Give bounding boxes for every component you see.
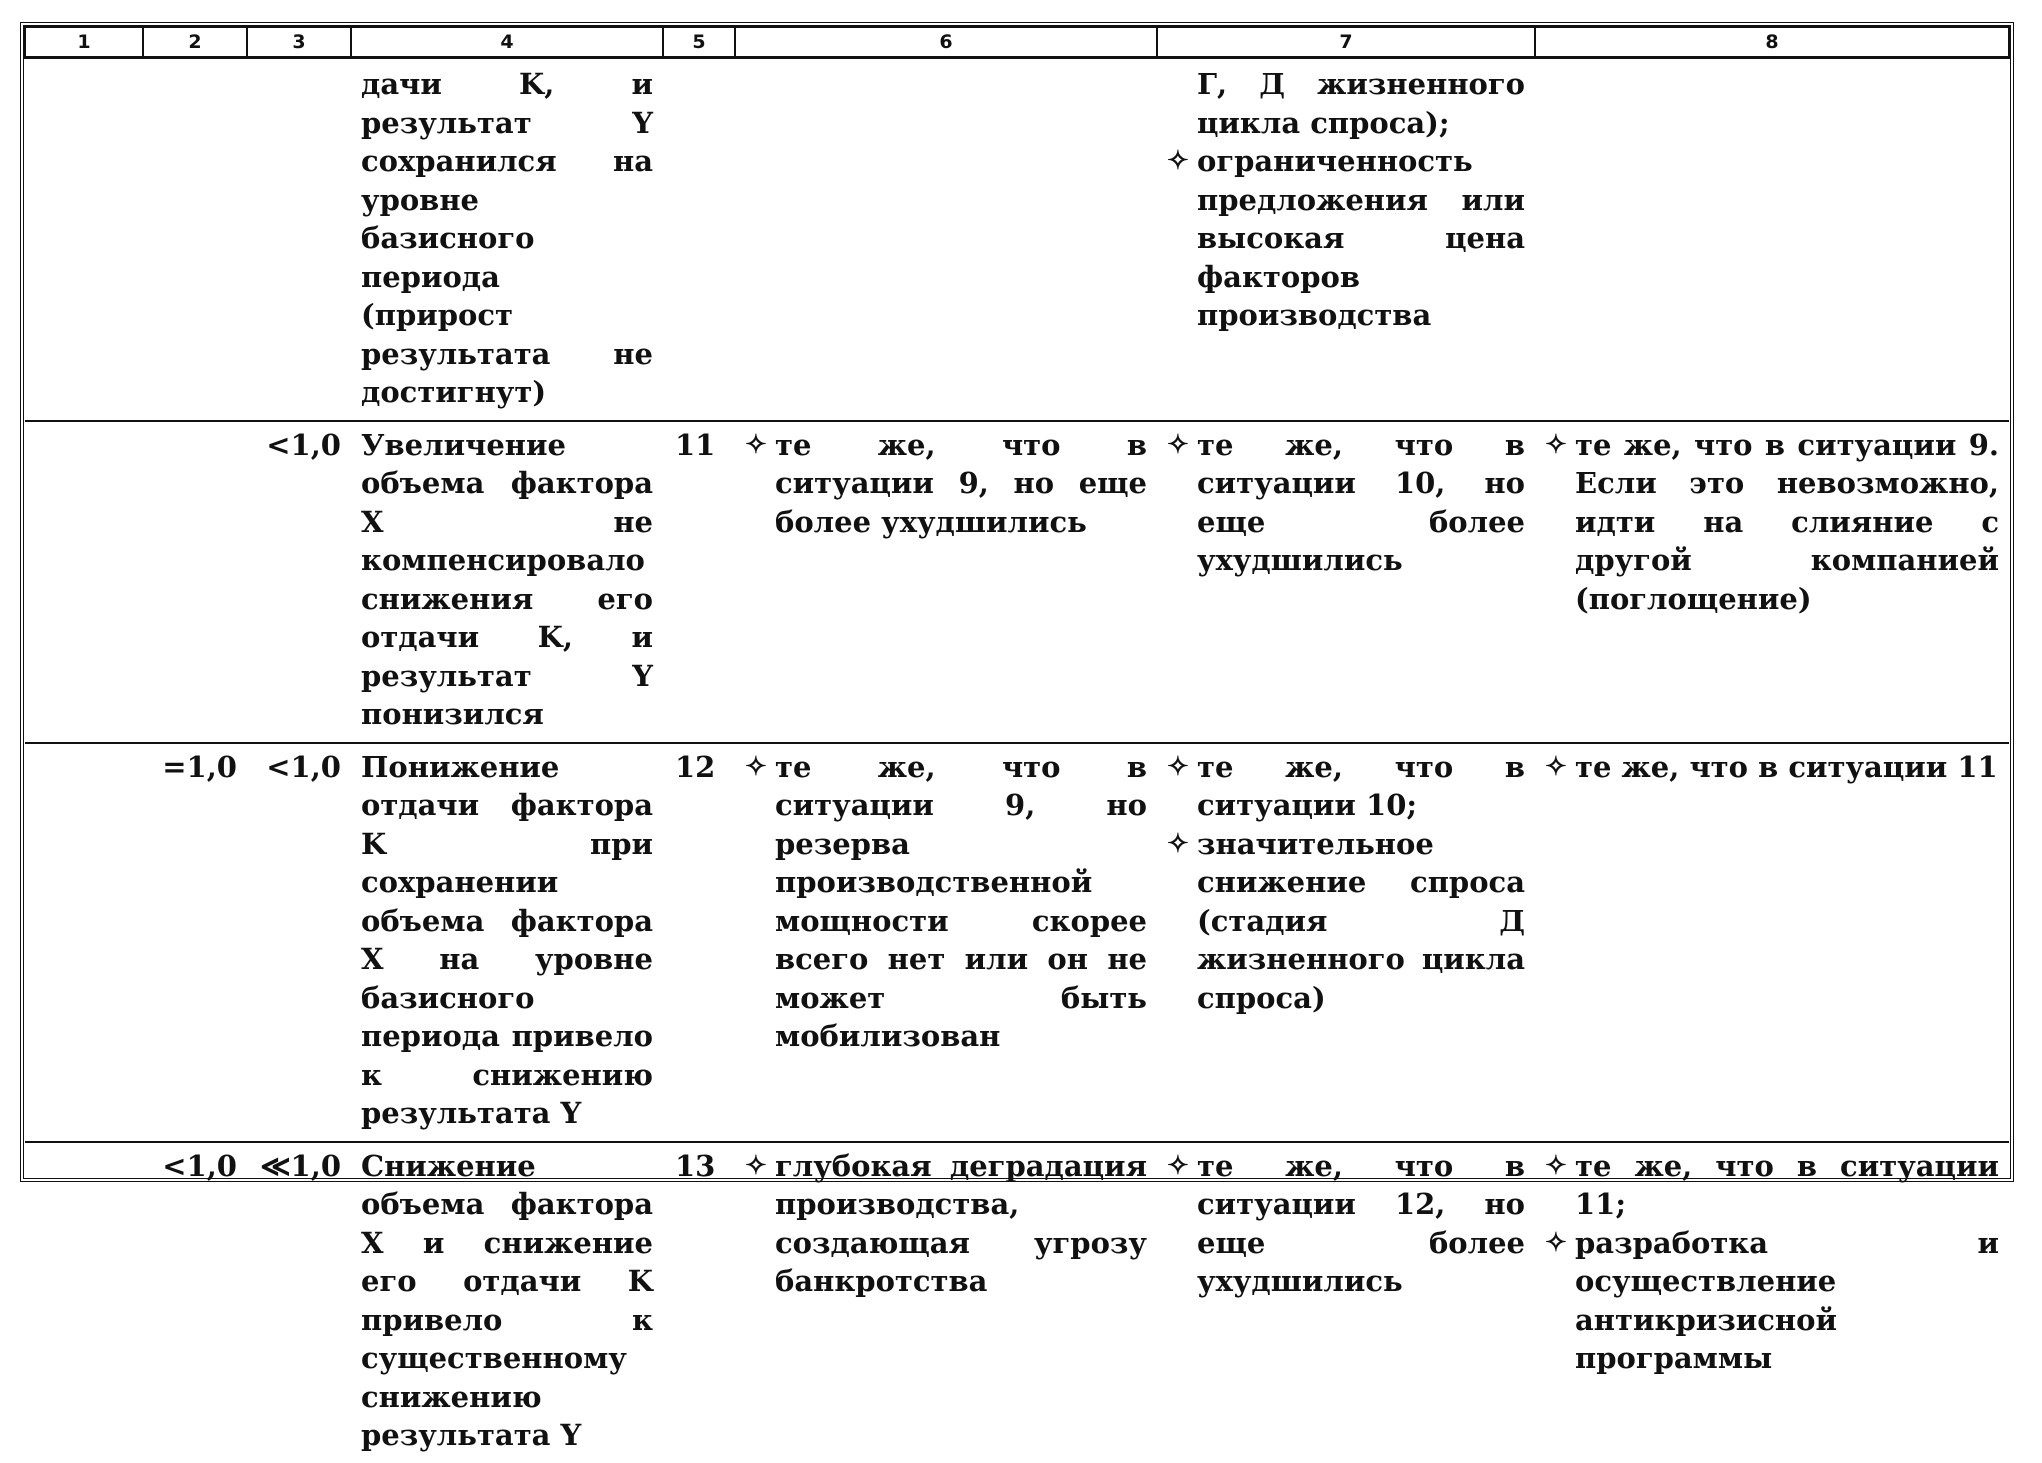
data-table [24,26,2010,1463]
cell-c2: <1,0 [143,1142,247,1463]
column-header: 3 [247,27,351,58]
list-item-text: те же, что в ситуации 10, но еще более ухудшились [1197,427,1525,577]
list-item-text: глубокая деградация производства, создающая угрозу банкротства [775,1148,1147,1298]
table-frame [20,22,2014,1452]
column-header: 6 [735,27,1157,58]
column-header: 5 [663,27,735,58]
list-item [745,748,1147,1056]
cell-description: Снижение объема фактора X и снижение его отдачи K привело к существенному снижению результата Y [351,1142,663,1463]
cell-c1 [25,58,143,421]
diamond-star-icon: ✧ [1545,1227,1567,1258]
list-item-text: те же, что в ситуации 9, но резерва производственной мощности скорее всего нет или он не может быть мобилизован [775,749,1147,1053]
column-header: 8 [1535,27,2009,58]
cell-reasons [735,743,1157,1142]
table-row [25,421,2009,743]
list-item-text: значительное снижение спроса (стадия Д жизненного цикла спроса) [1197,826,1525,1015]
cell-c2: =1,0 [143,743,247,1142]
list-item [745,426,1147,542]
list-item-text: те же, что в ситуации 9, но еще более ухудшились [775,427,1147,539]
list-item-text: разработка и осуществление антикризисной программы [1575,1225,1999,1375]
cell-c2 [143,58,247,421]
cell-situation-number: 13 [663,1142,735,1463]
cell-measures [1535,1142,2009,1463]
cell-description: дачи K, и результат Y сохранился на уровне базисного периода (прирост результата не достигнут) [361,67,653,409]
cell-reasons [735,421,1157,743]
table-row [25,743,2009,1142]
cell-measures [1535,58,2009,421]
diamond-star-icon: ✧ [1167,751,1189,782]
cell-situation-number [663,58,735,421]
cell-factors [1157,421,1535,743]
list-item-text: ограниченность предложения или высокая цена факторов производства [1197,144,1525,332]
cell-c2 [143,421,247,743]
column-header: 2 [143,27,247,58]
cell-measures [1535,421,2009,743]
diamond-star-icon: ✧ [1167,146,1189,176]
list-item [745,1147,1147,1301]
list-item [1545,1147,1999,1224]
diamond-star-icon: ✧ [745,751,767,782]
list-item [1167,142,1525,335]
cell-factors [1157,1142,1535,1463]
list-item [1167,426,1525,580]
cell-reasons [735,58,1157,421]
list-item-text: те же, что в ситуации 11; [1575,1148,1999,1221]
table-row [25,1142,2009,1463]
diamond-star-icon: ✧ [745,429,767,460]
list-item [1167,1147,1525,1301]
cell-description: Понижение отдачи фактора K при сохранении объема фактора X на уровне базисного периода привело к снижению результата Y [351,743,663,1142]
cell-description: Увеличение объема фактора X не компенсировало снижения его отдачи K, и результат Y понизился [351,421,663,743]
list-item-text: те же, что в ситуации 10; [1197,749,1525,822]
column-header: 4 [351,27,663,58]
diamond-star-icon: ✧ [1545,751,1567,782]
diamond-star-icon: ✧ [1545,1150,1567,1181]
header-row [25,27,2009,58]
list-item-text: те же, что в ситуации 12, но еще более ухудшились [1197,1148,1525,1298]
list-item-text: те же, что в ситуации 11 [1575,749,1998,784]
column-header: 7 [1157,27,1535,58]
list-item [1545,748,1999,787]
cell-situation-number: 11 [663,421,735,743]
table-row [25,58,2009,421]
cell-c1 [25,743,143,1142]
cell-situation-number: 12 [663,743,735,1142]
continued-text: Г, Д жизненного цикла спроса); [1197,67,1525,140]
cell-c1 [25,421,143,743]
list-item [1167,748,1525,825]
cell-factors [1157,743,1535,1142]
cell-c3: <1,0 [247,421,351,743]
cell-measures [1535,743,2009,1142]
list-item [1545,426,1999,619]
diamond-star-icon: ✧ [1167,1150,1189,1181]
list-item [1167,825,1525,1018]
cell-factors [1157,58,1535,421]
cell-c1 [25,1142,143,1463]
diamond-star-icon: ✧ [1167,828,1189,859]
cell-c3 [247,58,351,421]
column-header: 1 [25,27,143,58]
diamond-star-icon: ✧ [745,1150,767,1181]
cell-c3: ≪1,0 [247,1142,351,1463]
diamond-star-icon: ✧ [1545,429,1567,460]
diamond-star-icon: ✧ [1167,429,1189,460]
list-item-text: те же, что в ситуации 9. Если это невозможно, идти на слияние с другой компанией (поглощение) [1575,427,1999,616]
cell-c3: <1,0 [247,743,351,1142]
cell-reasons [735,1142,1157,1463]
list-item [1545,1224,1999,1378]
